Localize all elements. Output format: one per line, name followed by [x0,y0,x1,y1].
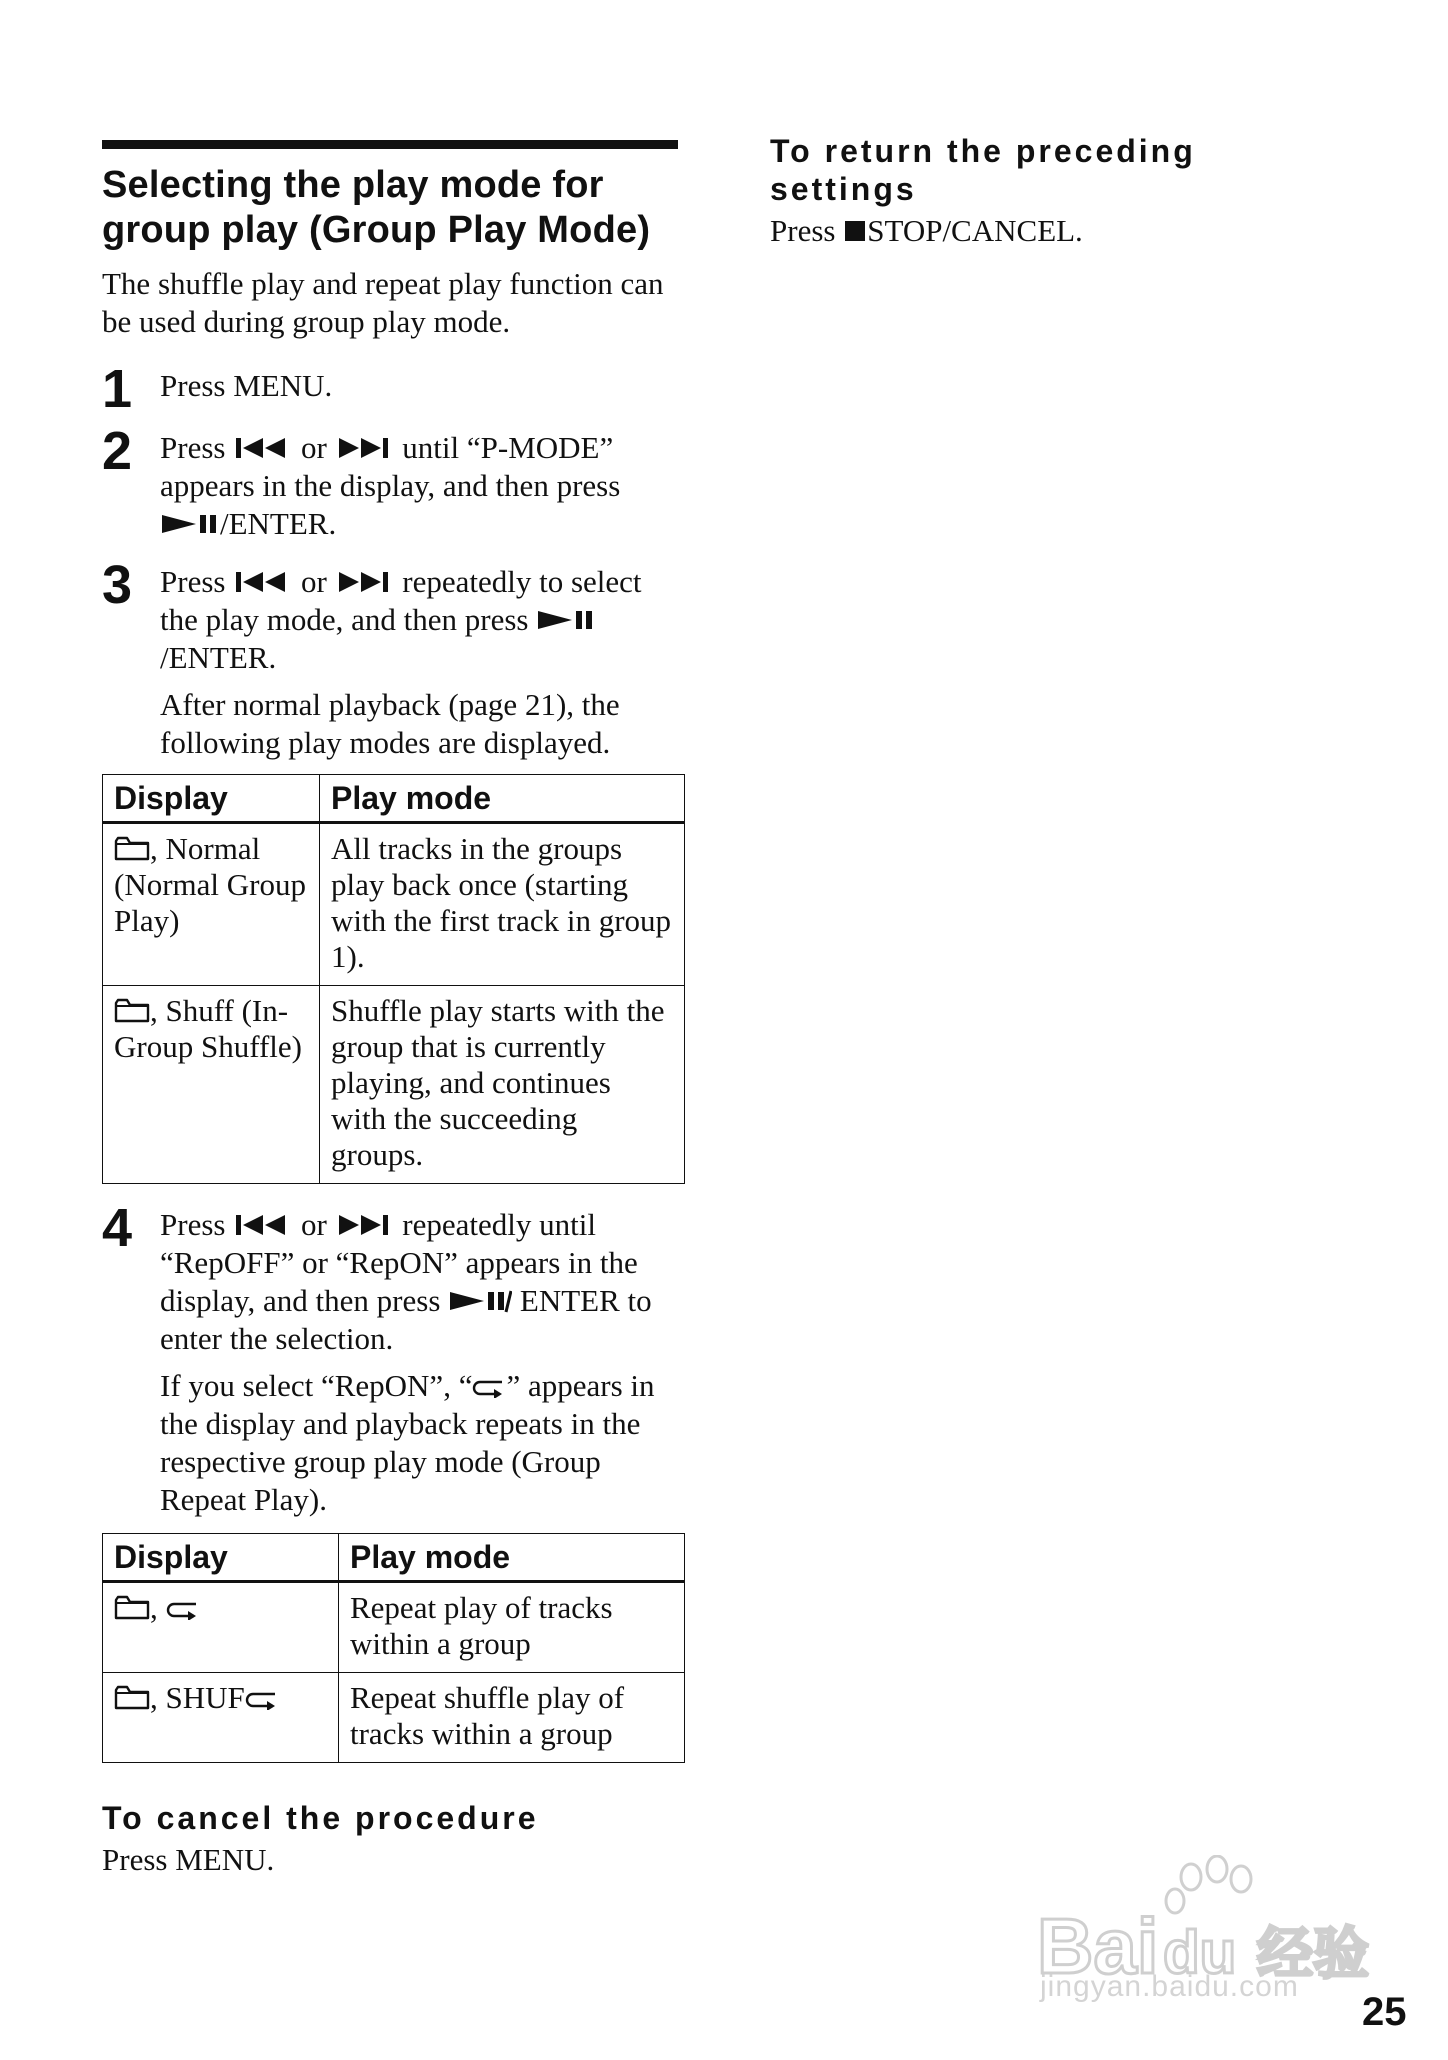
step-or-label: or [300,1207,327,1242]
table-cell-display [103,986,320,1184]
table-header-display: Display [103,775,320,823]
step-number: 4 [102,1198,133,1258]
watermark-cn: 经验 [1257,1922,1369,1987]
page-number: 25 [1362,1990,1407,2034]
table-row [103,1673,685,1763]
group-folder-icon [114,1594,150,1620]
section-title-line1: Selecting the play mode for [102,164,604,206]
previous-track-icon [233,436,293,460]
group-folder-icon [114,835,150,861]
step-1 [102,359,682,419]
table-row [103,1582,685,1673]
step-3 [102,555,682,762]
watermark-brand-du: du [1163,1919,1237,1986]
step-or-label: or [300,430,327,465]
display-label: , Shuff (In-Group Shuffle) [114,993,302,1064]
cancel-heading: To cancel the procedure [102,1800,539,1836]
watermark-brand: Bai [1037,1902,1159,1990]
display-label: , [150,1590,158,1625]
step-note-post: ” appears in the display and playback repeats in the respective group play mode (Group Repeat Play). [160,1368,655,1517]
step-text: Press MENU. [160,368,333,403]
section-title [102,163,682,253]
table-header-play-mode: Play mode [320,775,685,823]
repeat-icon [245,1688,279,1710]
display-label: , Normal (Normal Group Play) [114,831,306,938]
repeat-icon [472,1376,506,1398]
step-number: 1 [102,359,133,419]
table-header-row [103,1534,685,1582]
step-note: After normal playback (page 21), the following play modes are displayed. [160,687,620,760]
return-heading [770,132,1330,208]
table-row [103,823,685,986]
table-header-display: Display [103,1534,339,1582]
table-row [103,986,685,1184]
table-cell-display [103,823,320,986]
play-pause-icon [536,608,596,632]
step-or-label: or [300,564,327,599]
step-4 [102,1198,682,1519]
previous-track-icon [233,1213,293,1237]
watermark-url: jingyan.baidu.com [1040,1970,1299,2003]
play-pause-icon [160,512,220,536]
step-text: repeatedly to select the play mode, and then press [160,564,642,637]
section-intro: The shuffle play and repeat play function can be used during group play mode. [102,266,664,339]
step-2 [102,421,682,543]
table-cell-play-mode: Repeat shuffle play of tracks within a group [339,1673,685,1763]
step-press-label: Press [160,564,226,599]
step-press-label: Press [160,430,226,465]
play-mode-table [102,774,685,1184]
return-press-label: Press [770,213,836,248]
stop-icon [843,219,867,243]
step-number: 2 [102,421,133,481]
return-heading-line1: To return the preceding [770,133,1196,169]
return-stop-label: STOP/CANCEL. [867,213,1083,248]
table-cell-display [103,1582,339,1673]
next-track-icon [335,1213,395,1237]
table-cell-display [103,1673,339,1763]
cancel-text: Press MENU. [102,1842,275,1877]
table-header-row [103,775,685,823]
step-text: until “P-MODE” appears in the display, and then press [160,430,621,503]
return-heading-line2: settings [770,171,917,207]
repeat-icon [166,1598,200,1620]
step-enter-label: ENTER to enter the selection. [160,1283,652,1356]
next-track-icon [335,570,395,594]
step-enter-label: /ENTER. [160,640,277,675]
play-pause-icon [448,1289,512,1313]
previous-track-icon [233,570,293,594]
step-enter-label: /ENTER. [220,506,337,541]
table-cell-play-mode: All tracks in the groups play back once (starting with the first track in group 1). [320,823,685,986]
return-text [770,212,1330,250]
group-folder-icon [114,997,150,1023]
right-column [770,132,1330,250]
left-column [102,140,682,1879]
section-title-line2: group play (Group Play Mode) [102,209,651,251]
table-header-play-mode: Play mode [339,1534,685,1582]
table-cell-play-mode: Shuffle play starts with the group that is currently playing, and continues with the succeeding groups. [320,986,685,1184]
next-track-icon [335,436,395,460]
step-note-pre: If you select “RepON”, “ [160,1368,473,1403]
repeat-mode-table [102,1533,685,1763]
step-number: 3 [102,555,133,615]
display-label: , SHUF [150,1680,245,1715]
group-folder-icon [114,1684,150,1710]
step-text: repeatedly until “RepOFF” or “RepON” appears in the display, and then press [160,1207,638,1318]
table-cell-play-mode: Repeat play of tracks within a group [339,1582,685,1673]
step-press-label: Press [160,1207,226,1242]
section-rule [102,140,678,149]
